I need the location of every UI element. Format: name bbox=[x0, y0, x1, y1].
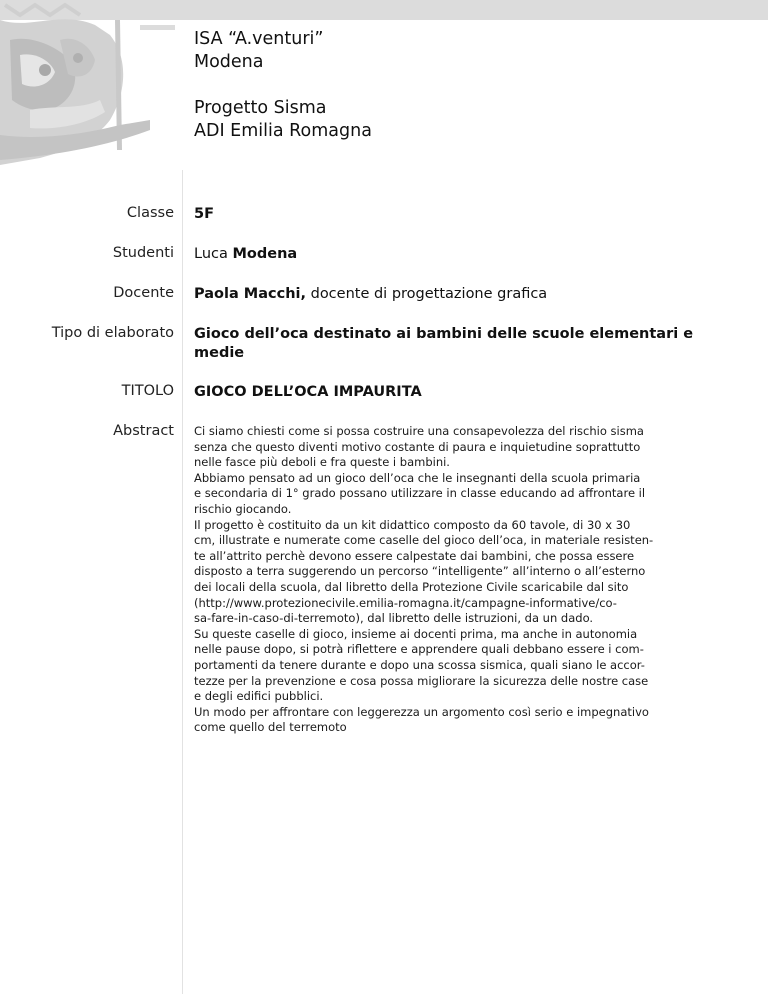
abstract-line: nelle pause dopo, si potrà riflettere e apprendere quali debbano essere i com- bbox=[194, 642, 644, 657]
organization-name: ADI Emilia Romagna bbox=[194, 121, 372, 141]
abstract-line: sa-fare-in-caso-di-terremoto), dal libretto delle istruzioni, da un dado. bbox=[194, 611, 594, 626]
abstract-text bbox=[194, 424, 714, 736]
field-value: GIOCO DELL’OCA IMPAURITA bbox=[194, 384, 422, 400]
column-divider bbox=[182, 170, 183, 994]
abstract-line: rischio giocando. bbox=[194, 501, 292, 516]
school-emblem-icon bbox=[0, 0, 180, 170]
school-name: ISA “A.venturi” bbox=[194, 29, 324, 49]
city-name: Modena bbox=[194, 52, 264, 72]
field-value: Gioco dell’oca destinato ai bambini delle scuole elementari e medie bbox=[194, 326, 694, 361]
field-value: 5F bbox=[194, 206, 214, 222]
abstract-line: tezze per la prevenzione e cosa possa migliorare la sicurezza delle nostre case bbox=[194, 673, 649, 688]
abstract-line: te all’attrito perchè devono essere calpestate dai bambini, che possa essere bbox=[194, 548, 635, 563]
abstract-line: dei locali della scuola, dal libretto della Protezione Civile scaricabile dal sito bbox=[194, 579, 629, 594]
abstract-line: Su queste caselle di gioco, insieme ai docenti prima, ma anche in autonomia bbox=[194, 626, 638, 641]
field-label: Docente bbox=[113, 285, 174, 301]
field-label: TITOLO bbox=[121, 383, 174, 399]
abstract-line: disposto a terra suggerendo un percorso “intelligente” all’interno o all’esterno bbox=[194, 564, 646, 579]
field-label: Classe bbox=[126, 205, 174, 221]
abstract-line: cm, illustrate e numerate come caselle del gioco dell’oca, in materiale resisten- bbox=[194, 533, 654, 548]
field-label: Tipo di elaborato bbox=[51, 325, 174, 341]
abstract-line: senza che questo diventi motivo costante di paura e inquietudine soprattutto bbox=[194, 439, 641, 454]
abstract-line: e secondaria di 1° grado possano utilizzare in classe educando ad affrontare il bbox=[194, 486, 646, 501]
abstract-line: Ci siamo chiesti come si possa costruire una consapevolezza del rischio sisma bbox=[194, 424, 644, 438]
abstract-line: nelle fasce più deboli e fra queste i bambini. bbox=[194, 455, 450, 470]
abstract-line: come quello del terremoto bbox=[194, 720, 347, 735]
abstract-line: Il progetto è costituito da un kit didattico composto da 60 tavole, di 30 x 30 bbox=[194, 517, 631, 532]
field-label: Abstract bbox=[113, 423, 174, 439]
document-header bbox=[194, 28, 372, 143]
abstract-line: portamenti da tenere durante e dopo una scossa sismica, quali siano le accor- bbox=[194, 657, 645, 672]
field-value: Luca Modena bbox=[194, 246, 298, 262]
abstract-line: (http://www.protezionecivile.emilia-romagna.it/campagne-informative/co- bbox=[194, 595, 617, 610]
project-name: Progetto Sisma bbox=[194, 98, 327, 118]
abstract-line: Abbiamo pensato ad un gioco dell’oca che le insegnanti della scuola primaria bbox=[194, 470, 641, 485]
abstract-line: e degli edifici pubblici. bbox=[194, 689, 324, 704]
field-value: Paola Macchi, docente di progettazione grafica bbox=[194, 286, 548, 302]
field-label: Studenti bbox=[112, 245, 174, 261]
abstract-line: Un modo per affrontare con leggerezza un argomento così serio e impegnativo bbox=[194, 704, 649, 719]
